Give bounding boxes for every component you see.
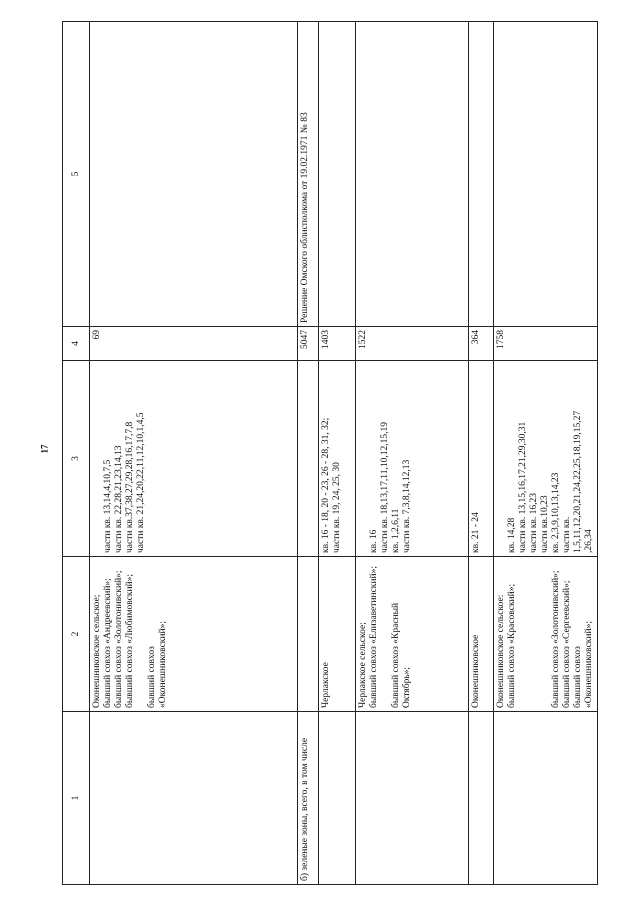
cell-document <box>319 22 356 327</box>
table-row <box>469 22 494 885</box>
cell-category <box>494 712 598 885</box>
cell-area: 1403 <box>319 327 356 361</box>
forest-zones-table <box>62 22 594 885</box>
cell-category <box>90 712 298 885</box>
cell-category <box>319 712 356 885</box>
cell-land-user: Черлакское сельское; бывший совхоз «Елизаветинский»; бывший совхоз «Красный Октябрь»; <box>356 557 469 712</box>
cell-document <box>90 22 298 327</box>
cell-category <box>469 712 494 885</box>
cell-quarters: кв. 21 - 24 <box>469 361 494 557</box>
header-col-2: 2 <box>63 557 90 712</box>
cell-area: 1758 <box>494 327 598 361</box>
table-row <box>356 22 469 885</box>
cell-land-user: Оконешниковское сельское: бывший совхоз «Красовский»; бывший совхоз «Золотонивский»; бывший совхоз «Сергеевский»; бывший совхоз «Оконешниковский»; <box>494 557 598 712</box>
cell-area: 1522 <box>356 327 469 361</box>
cell-document <box>494 22 598 327</box>
table-row <box>298 22 319 885</box>
header-col-3: 3 <box>63 361 90 557</box>
cell-area: 5047 <box>298 327 319 361</box>
table-header-row <box>63 22 90 885</box>
header-col-5: 5 <box>63 22 90 327</box>
cell-quarters <box>298 361 319 557</box>
header-col-1: 1 <box>63 712 90 885</box>
cell-land-user: Черлакское <box>319 557 356 712</box>
header-col-4: 4 <box>63 327 90 361</box>
cell-category <box>356 712 469 885</box>
cell-land-user <box>298 557 319 712</box>
cell-document <box>356 22 469 327</box>
cell-area: 69 <box>90 327 298 361</box>
cell-category: б) зеленые зоны, всего, в том числе <box>298 712 319 885</box>
cell-land-user: Оконешниковское сельское; бывший совхоз «Андреевский»; бывший совхоз «Золотонивский»; бывший совхоз «Любимовский»; бывший совхоз «Оконешниковский»; <box>90 557 298 712</box>
page-number: 17 <box>39 444 50 454</box>
cell-document <box>469 22 494 327</box>
cell-land-user: Оконешниковское <box>469 557 494 712</box>
table-row <box>494 22 598 885</box>
cell-quarters: части кв. 13,14,4,10,7,5 части кв. 22,28,21,23,14,13 части кв.37,38,27,29,28,16,17,7,8 части кв. 21,24,20,22,11,12,10,1,4,5 <box>90 361 298 557</box>
cell-quarters: кв. 16 части кв. 18,13,17,11,10,12,15,19 кв. 1,2,6,11 части кв. 7,3,8,14,12,13 <box>356 361 469 557</box>
table-row <box>90 22 298 885</box>
cell-document: Решение Омского облисполкома от 19.02.1971 № 83 <box>298 22 319 327</box>
cell-area: 364 <box>469 327 494 361</box>
table-row <box>319 22 356 885</box>
cell-quarters: кв. 16 - 18, 20 - 23, 26 - 28, 31, 32; части кв. 19, 24, 25, 30 <box>319 361 356 557</box>
cell-quarters: кв. 14,28 части кв. 13,15,16,17,21,29,30,31 части кв. 16,23 части кв.10,23 кв. 2,3,9,10,13,14,23 части кв. 1,5,11,12,20,21,24,22,25,18,19,15,27 ,26,34 <box>494 361 598 557</box>
